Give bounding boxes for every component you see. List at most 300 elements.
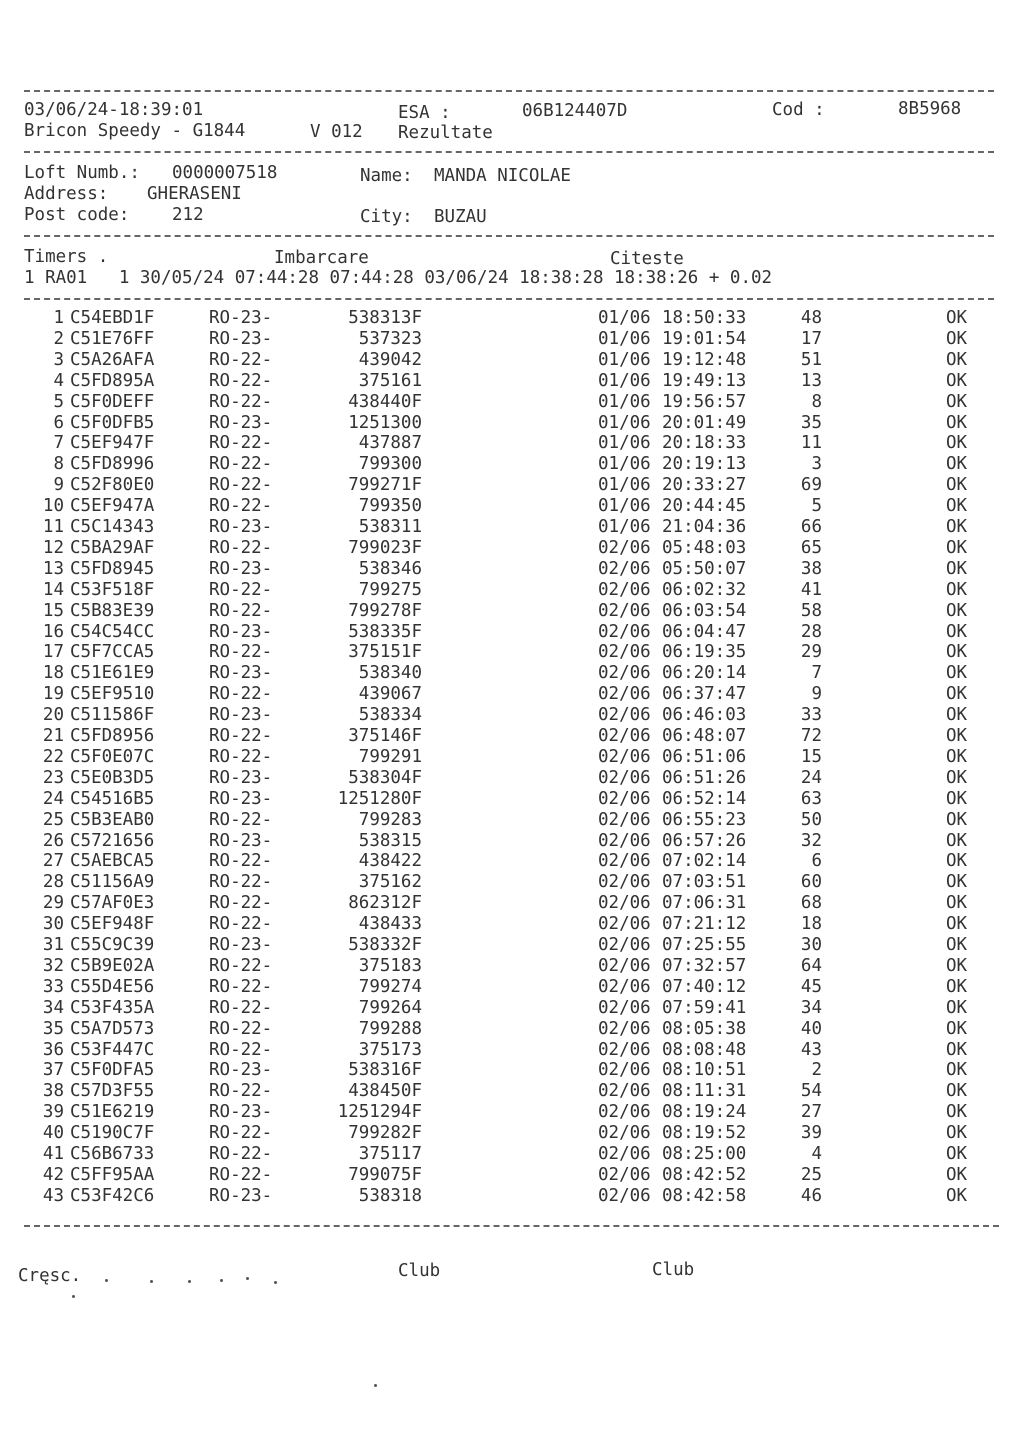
table-row: [0, 893, 1024, 914]
arrival-time: 19:01:54: [662, 328, 747, 349]
divider-top: [24, 90, 994, 92]
status-ok: OK: [946, 788, 968, 809]
status-ok: OK: [946, 558, 968, 579]
arrival-time: 08:11:31: [662, 1081, 747, 1102]
table-row: [0, 956, 1024, 977]
ring-prefix: RO-22-: [209, 370, 273, 391]
arrival-date: 01/06: [598, 517, 651, 537]
cresc-label: Cręsc.: [18, 1266, 82, 1286]
ring-code: C51E6219: [70, 1102, 155, 1123]
arrival-date: 02/06: [598, 1144, 651, 1164]
arrival-time: 07:40:12: [662, 976, 747, 997]
status-ok: OK: [946, 684, 968, 705]
ring-code: C57D3F55: [70, 1081, 155, 1102]
table-row: [0, 601, 1024, 622]
arrival-date: 02/06: [598, 1081, 651, 1102]
ring-code: C5B9E02A: [70, 955, 155, 976]
ring-prefix: RO-23-: [209, 517, 273, 537]
ring-number: 375173: [358, 1039, 422, 1060]
table-row: [0, 935, 1024, 956]
ring-prefix: RO-22-: [209, 1081, 273, 1102]
arrival-time: 06:37:47: [662, 684, 747, 705]
row-number: 32: [42, 955, 64, 976]
ring-number: 799288: [358, 1018, 422, 1039]
arrival-date: 02/06: [598, 621, 651, 642]
status-ok: OK: [946, 830, 968, 851]
signature-dot: [105, 1279, 108, 1282]
loft-number-label: Loft Numb.:: [24, 163, 140, 183]
signature-dot: [188, 1280, 191, 1283]
table-row: [0, 810, 1024, 831]
arrival-time: 06:04:47: [662, 621, 747, 642]
ring-code: C5EF948F: [70, 914, 155, 935]
imbarcare-label: Imbarcare: [274, 248, 369, 268]
status-ok: OK: [946, 1060, 968, 1081]
table-row: [0, 580, 1024, 601]
ring-code: C5FD8945: [70, 558, 155, 579]
ring-number: 1251300: [348, 412, 422, 433]
table-row: [0, 831, 1024, 852]
esa-label: ESA :: [398, 103, 451, 123]
table-row: [0, 559, 1024, 580]
position: 64: [800, 955, 822, 976]
ring-prefix: RO-22-: [209, 579, 273, 600]
version: V 012: [310, 122, 363, 142]
ring-prefix: RO-22-: [209, 809, 273, 830]
ring-prefix: RO-23-: [209, 328, 273, 349]
status-ok: OK: [946, 370, 968, 391]
status-ok: OK: [946, 767, 968, 788]
ring-code: C5F7CCA5: [70, 642, 155, 663]
table-row: [0, 1019, 1024, 1040]
position: 45: [800, 976, 822, 997]
ring-prefix: RO-23-: [209, 663, 273, 684]
ring-code: C5A7D573: [70, 1018, 155, 1039]
row-number: 31: [42, 935, 64, 955]
position: 6: [811, 851, 822, 872]
status-ok: OK: [946, 1039, 968, 1060]
row-number: 18: [42, 663, 64, 684]
ring-number: 439067: [358, 684, 422, 705]
ring-prefix: RO-22-: [209, 600, 273, 621]
status-ok: OK: [946, 412, 968, 433]
arrival-time: 07:25:55: [662, 935, 747, 955]
row-number: 7: [53, 433, 64, 454]
position: 27: [800, 1102, 822, 1123]
position: 11: [800, 433, 822, 454]
status-ok: OK: [946, 809, 968, 830]
ring-prefix: RO-22-: [209, 746, 273, 767]
ring-code: C5F0DFA5: [70, 1060, 155, 1081]
table-row: [0, 350, 1024, 371]
ring-prefix: RO-23-: [209, 705, 273, 726]
ring-prefix: RO-23-: [209, 1102, 273, 1123]
position: 32: [800, 830, 822, 851]
status-ok: OK: [946, 1164, 968, 1185]
ring-number: 799075F: [348, 1164, 422, 1185]
row-number: 16: [42, 621, 64, 642]
ring-prefix: RO-22-: [209, 684, 273, 705]
arrival-time: 06:48:07: [662, 726, 747, 746]
divider-header: [24, 151, 994, 153]
row-number: 35: [42, 1018, 64, 1039]
ring-code: C53F435A: [70, 997, 155, 1018]
ring-code: C51E76FF: [70, 328, 155, 349]
arrival-date: 02/06: [598, 1123, 651, 1144]
position: 30: [800, 935, 822, 955]
ring-prefix: RO-23-: [209, 308, 273, 328]
ring-prefix: RO-22-: [209, 475, 273, 496]
arrival-date: 02/06: [598, 579, 651, 600]
loft-number-value: 0000007518: [172, 163, 278, 183]
arrival-time: 08:25:00: [662, 1144, 747, 1164]
row-number: 42: [42, 1164, 64, 1185]
ring-code: C5190C7F: [70, 1123, 155, 1144]
arrival-time: 18:50:33: [662, 308, 747, 328]
table-row: [0, 914, 1024, 935]
post-code-label: Post code:: [24, 205, 130, 225]
ring-prefix: RO-22-: [209, 454, 273, 475]
ring-number: 799264: [358, 997, 422, 1018]
ring-prefix: RO-22-: [209, 349, 273, 370]
arrival-time: 08:42:52: [662, 1164, 747, 1185]
arrival-date: 01/06: [598, 308, 651, 328]
row-number: 40: [42, 1123, 64, 1144]
arrival-date: 01/06: [598, 412, 651, 433]
ring-number: 538346: [358, 558, 422, 579]
ring-prefix: RO-22-: [209, 1123, 273, 1144]
ring-prefix: RO-23-: [209, 1060, 273, 1081]
ring-code: C5A26AFA: [70, 349, 155, 370]
arrival-time: 20:44:45: [662, 496, 747, 517]
ring-code: C51156A9: [70, 872, 155, 893]
arrival-date: 02/06: [598, 767, 651, 788]
table-row: [0, 496, 1024, 517]
ring-number: 538304F: [348, 767, 422, 788]
status-ok: OK: [946, 308, 968, 328]
status-ok: OK: [946, 475, 968, 496]
table-row: [0, 433, 1024, 454]
table-row: [0, 1081, 1024, 1102]
ring-number: 375161: [358, 370, 422, 391]
status-ok: OK: [946, 600, 968, 621]
cod-value: 8B5968: [898, 99, 962, 119]
position: 17: [800, 328, 822, 349]
position: 18: [800, 914, 822, 935]
position: 8: [811, 391, 822, 412]
table-row: [0, 392, 1024, 413]
table-row: [0, 1186, 1024, 1207]
signature-dot: [274, 1281, 277, 1284]
ring-number: 538340: [358, 663, 422, 684]
ring-number: 799350: [358, 496, 422, 517]
row-number: 8: [53, 454, 64, 475]
ring-prefix: RO-22-: [209, 726, 273, 746]
arrival-time: 07:32:57: [662, 955, 747, 976]
arrival-date: 02/06: [598, 914, 651, 935]
print-datetime: 03/06/24-18:39:01: [24, 100, 204, 120]
position: 68: [800, 893, 822, 914]
arrival-date: 02/06: [598, 1164, 651, 1185]
divider-timers: [24, 298, 994, 300]
club-label-1: Club: [398, 1261, 441, 1281]
arrival-date: 02/06: [598, 851, 651, 872]
arrival-time: 06:20:14: [662, 663, 747, 684]
ring-prefix: RO-23-: [209, 788, 273, 809]
ring-number: 438433: [358, 914, 422, 935]
ring-code: C55D4E56: [70, 976, 155, 997]
ring-number: 1251294F: [337, 1102, 422, 1123]
table-row: [0, 851, 1024, 872]
row-number: 15: [42, 600, 64, 621]
ring-code: C5721656: [70, 830, 155, 851]
position: 7: [811, 663, 822, 684]
status-ok: OK: [946, 391, 968, 412]
arrival-date: 01/06: [598, 370, 651, 391]
row-number: 26: [42, 830, 64, 851]
ring-prefix: RO-23-: [209, 830, 273, 851]
ring-number: 538315: [358, 830, 422, 851]
table-row: [0, 1144, 1024, 1165]
signature-dot: [150, 1280, 153, 1283]
ring-prefix: RO-22-: [209, 893, 273, 914]
signature-dot: [246, 1277, 249, 1280]
signature-dot: [220, 1279, 223, 1282]
status-ok: OK: [946, 663, 968, 684]
race-name: Bricon Speedy - G1844: [24, 121, 246, 141]
table-row: [0, 726, 1024, 747]
ring-code: C5C14343: [70, 517, 155, 537]
status-ok: OK: [946, 851, 968, 872]
table-row: [0, 705, 1024, 726]
arrival-date: 01/06: [598, 391, 651, 412]
row-number: 22: [42, 746, 64, 767]
ring-number: 862312F: [348, 893, 422, 914]
arrival-date: 02/06: [598, 830, 651, 851]
table-row: [0, 998, 1024, 1019]
ring-prefix: RO-22-: [209, 391, 273, 412]
ring-number: 799291: [358, 746, 422, 767]
ring-number: 437887: [358, 433, 422, 454]
arrival-time: 06:57:26: [662, 830, 747, 851]
status-ok: OK: [946, 1081, 968, 1102]
arrival-time: 06:03:54: [662, 600, 747, 621]
city-label: City:: [360, 207, 413, 227]
ring-code: C51E61E9: [70, 663, 155, 684]
row-number: 10: [42, 496, 64, 517]
status-ok: OK: [946, 1102, 968, 1123]
row-number: 17: [42, 642, 64, 663]
ring-prefix: RO-22-: [209, 1039, 273, 1060]
table-row: [0, 663, 1024, 684]
arrival-date: 01/06: [598, 349, 651, 370]
ring-number: 799283: [358, 809, 422, 830]
arrival-time: 07:59:41: [662, 997, 747, 1018]
ring-code: C5B83E39: [70, 600, 155, 621]
table-row: [0, 684, 1024, 705]
row-number: 20: [42, 705, 64, 726]
status-ok: OK: [946, 705, 968, 726]
status-ok: OK: [946, 642, 968, 663]
ring-number: 375117: [358, 1144, 422, 1164]
citeste-label: Citeste: [610, 249, 684, 269]
table-row: [0, 977, 1024, 998]
position: 29: [800, 642, 822, 663]
ring-prefix: RO-22-: [209, 872, 273, 893]
ring-code: C5EF9510: [70, 684, 155, 705]
position: 9: [811, 684, 822, 705]
position: 5: [811, 496, 822, 517]
arrival-time: 06:55:23: [662, 809, 747, 830]
ring-code: C5AEBCA5: [70, 851, 155, 872]
status-ok: OK: [946, 621, 968, 642]
ring-code: C5E0B3D5: [70, 767, 155, 788]
club-label-2: Club: [652, 1260, 695, 1280]
arrival-time: 08:05:38: [662, 1018, 747, 1039]
row-number: 21: [42, 726, 64, 746]
arrival-time: 08:19:24: [662, 1102, 747, 1123]
ring-number: 799023F: [348, 537, 422, 558]
row-number: 29: [42, 893, 64, 914]
status-ok: OK: [946, 955, 968, 976]
status-ok: OK: [946, 328, 968, 349]
status-ok: OK: [946, 726, 968, 746]
status-ok: OK: [946, 1018, 968, 1039]
row-number: 25: [42, 809, 64, 830]
arrival-time: 06:51:06: [662, 746, 747, 767]
ring-prefix: RO-22-: [209, 1018, 273, 1039]
arrival-date: 02/06: [598, 1018, 651, 1039]
arrival-time: 06:19:35: [662, 642, 747, 663]
arrival-date: 01/06: [598, 433, 651, 454]
arrival-date: 02/06: [598, 955, 651, 976]
arrival-date: 02/06: [598, 558, 651, 579]
position: 41: [800, 579, 822, 600]
row-number: 41: [42, 1144, 64, 1164]
ring-number: 375151F: [348, 642, 422, 663]
table-row: [0, 622, 1024, 643]
position: 54: [800, 1081, 822, 1102]
ring-prefix: RO-23-: [209, 621, 273, 642]
arrival-time: 07:06:31: [662, 893, 747, 914]
arrival-time: 07:21:12: [662, 914, 747, 935]
ring-number: 438450F: [348, 1081, 422, 1102]
status-ok: OK: [946, 997, 968, 1018]
row-number: 12: [42, 537, 64, 558]
post-code-value: 212: [172, 205, 204, 225]
arrival-date: 02/06: [598, 537, 651, 558]
ring-prefix: RO-22-: [209, 914, 273, 935]
status-ok: OK: [946, 537, 968, 558]
arrival-date: 02/06: [598, 997, 651, 1018]
row-number: 9: [53, 475, 64, 496]
row-number: 2: [53, 328, 64, 349]
table-row: [0, 1102, 1024, 1123]
arrival-time: 20:01:49: [662, 412, 747, 433]
arrival-date: 01/06: [598, 475, 651, 496]
ring-prefix: RO-23-: [209, 935, 273, 955]
arrival-date: 02/06: [598, 1060, 651, 1081]
table-row: [0, 308, 1024, 329]
ring-prefix: RO-23-: [209, 558, 273, 579]
address-label: Address:: [24, 184, 109, 204]
position: 34: [800, 997, 822, 1018]
status-ok: OK: [946, 1185, 968, 1206]
arrival-time: 06:51:26: [662, 767, 747, 788]
position: 2: [811, 1060, 822, 1081]
row-number: 30: [42, 914, 64, 935]
arrival-date: 02/06: [598, 684, 651, 705]
status-ok: OK: [946, 914, 968, 935]
arrival-time: 08:42:58: [662, 1185, 747, 1206]
ring-code: C53F42C6: [70, 1185, 155, 1206]
position: 69: [800, 475, 822, 496]
ring-prefix: RO-22-: [209, 537, 273, 558]
position: 48: [800, 308, 822, 328]
ring-code: C5EF947F: [70, 433, 155, 454]
position: 51: [800, 349, 822, 370]
status-ok: OK: [946, 454, 968, 475]
ring-code: C55C9C39: [70, 935, 155, 955]
row-number: 27: [42, 851, 64, 872]
arrival-date: 02/06: [598, 935, 651, 955]
arrival-time: 19:56:57: [662, 391, 747, 412]
arrival-date: 02/06: [598, 976, 651, 997]
ring-prefix: RO-22-: [209, 1164, 273, 1185]
arrival-date: 01/06: [598, 328, 651, 349]
position: 39: [800, 1123, 822, 1144]
position: 38: [800, 558, 822, 579]
arrival-date: 01/06: [598, 454, 651, 475]
timers-label: Timers .: [24, 247, 109, 267]
ring-prefix: RO-22-: [209, 642, 273, 663]
arrival-time: 07:02:14: [662, 851, 747, 872]
esa-value: 06B124407D: [522, 101, 628, 121]
ring-prefix: RO-22-: [209, 955, 273, 976]
ring-code: C511586F: [70, 705, 155, 726]
ring-code: C53F447C: [70, 1039, 155, 1060]
arrival-date: 02/06: [598, 642, 651, 663]
status-ok: OK: [946, 349, 968, 370]
position: 25: [800, 1164, 822, 1185]
position: 3: [811, 454, 822, 475]
cod-label: Cod :: [772, 100, 825, 120]
page-dot: [374, 1384, 377, 1387]
row-number: 37: [42, 1060, 64, 1081]
status-ok: OK: [946, 579, 968, 600]
arrival-time: 20:33:27: [662, 475, 747, 496]
arrival-time: 07:03:51: [662, 872, 747, 893]
ring-number: 538313F: [348, 308, 422, 328]
arrival-time: 20:19:13: [662, 454, 747, 475]
table-row: [0, 1040, 1024, 1061]
ring-number: 375183: [358, 955, 422, 976]
table-row: [0, 789, 1024, 810]
status-ok: OK: [946, 872, 968, 893]
position: 4: [811, 1144, 822, 1164]
row-number: 38: [42, 1081, 64, 1102]
ring-number: 538311: [358, 517, 422, 537]
status-ok: OK: [946, 496, 968, 517]
table-row: [0, 517, 1024, 538]
ring-number: 1251280F: [337, 788, 422, 809]
arrival-time: 08:19:52: [662, 1123, 747, 1144]
arrival-time: 05:48:03: [662, 537, 747, 558]
row-number: 13: [42, 558, 64, 579]
status-ok: OK: [946, 1123, 968, 1144]
ring-number: 537323: [358, 328, 422, 349]
timer-line: 1 RA01 1 30/05/24 07:44:28 07:44:28 03/06/24 18:38:28 18:38:26 + 0.02: [24, 268, 773, 288]
